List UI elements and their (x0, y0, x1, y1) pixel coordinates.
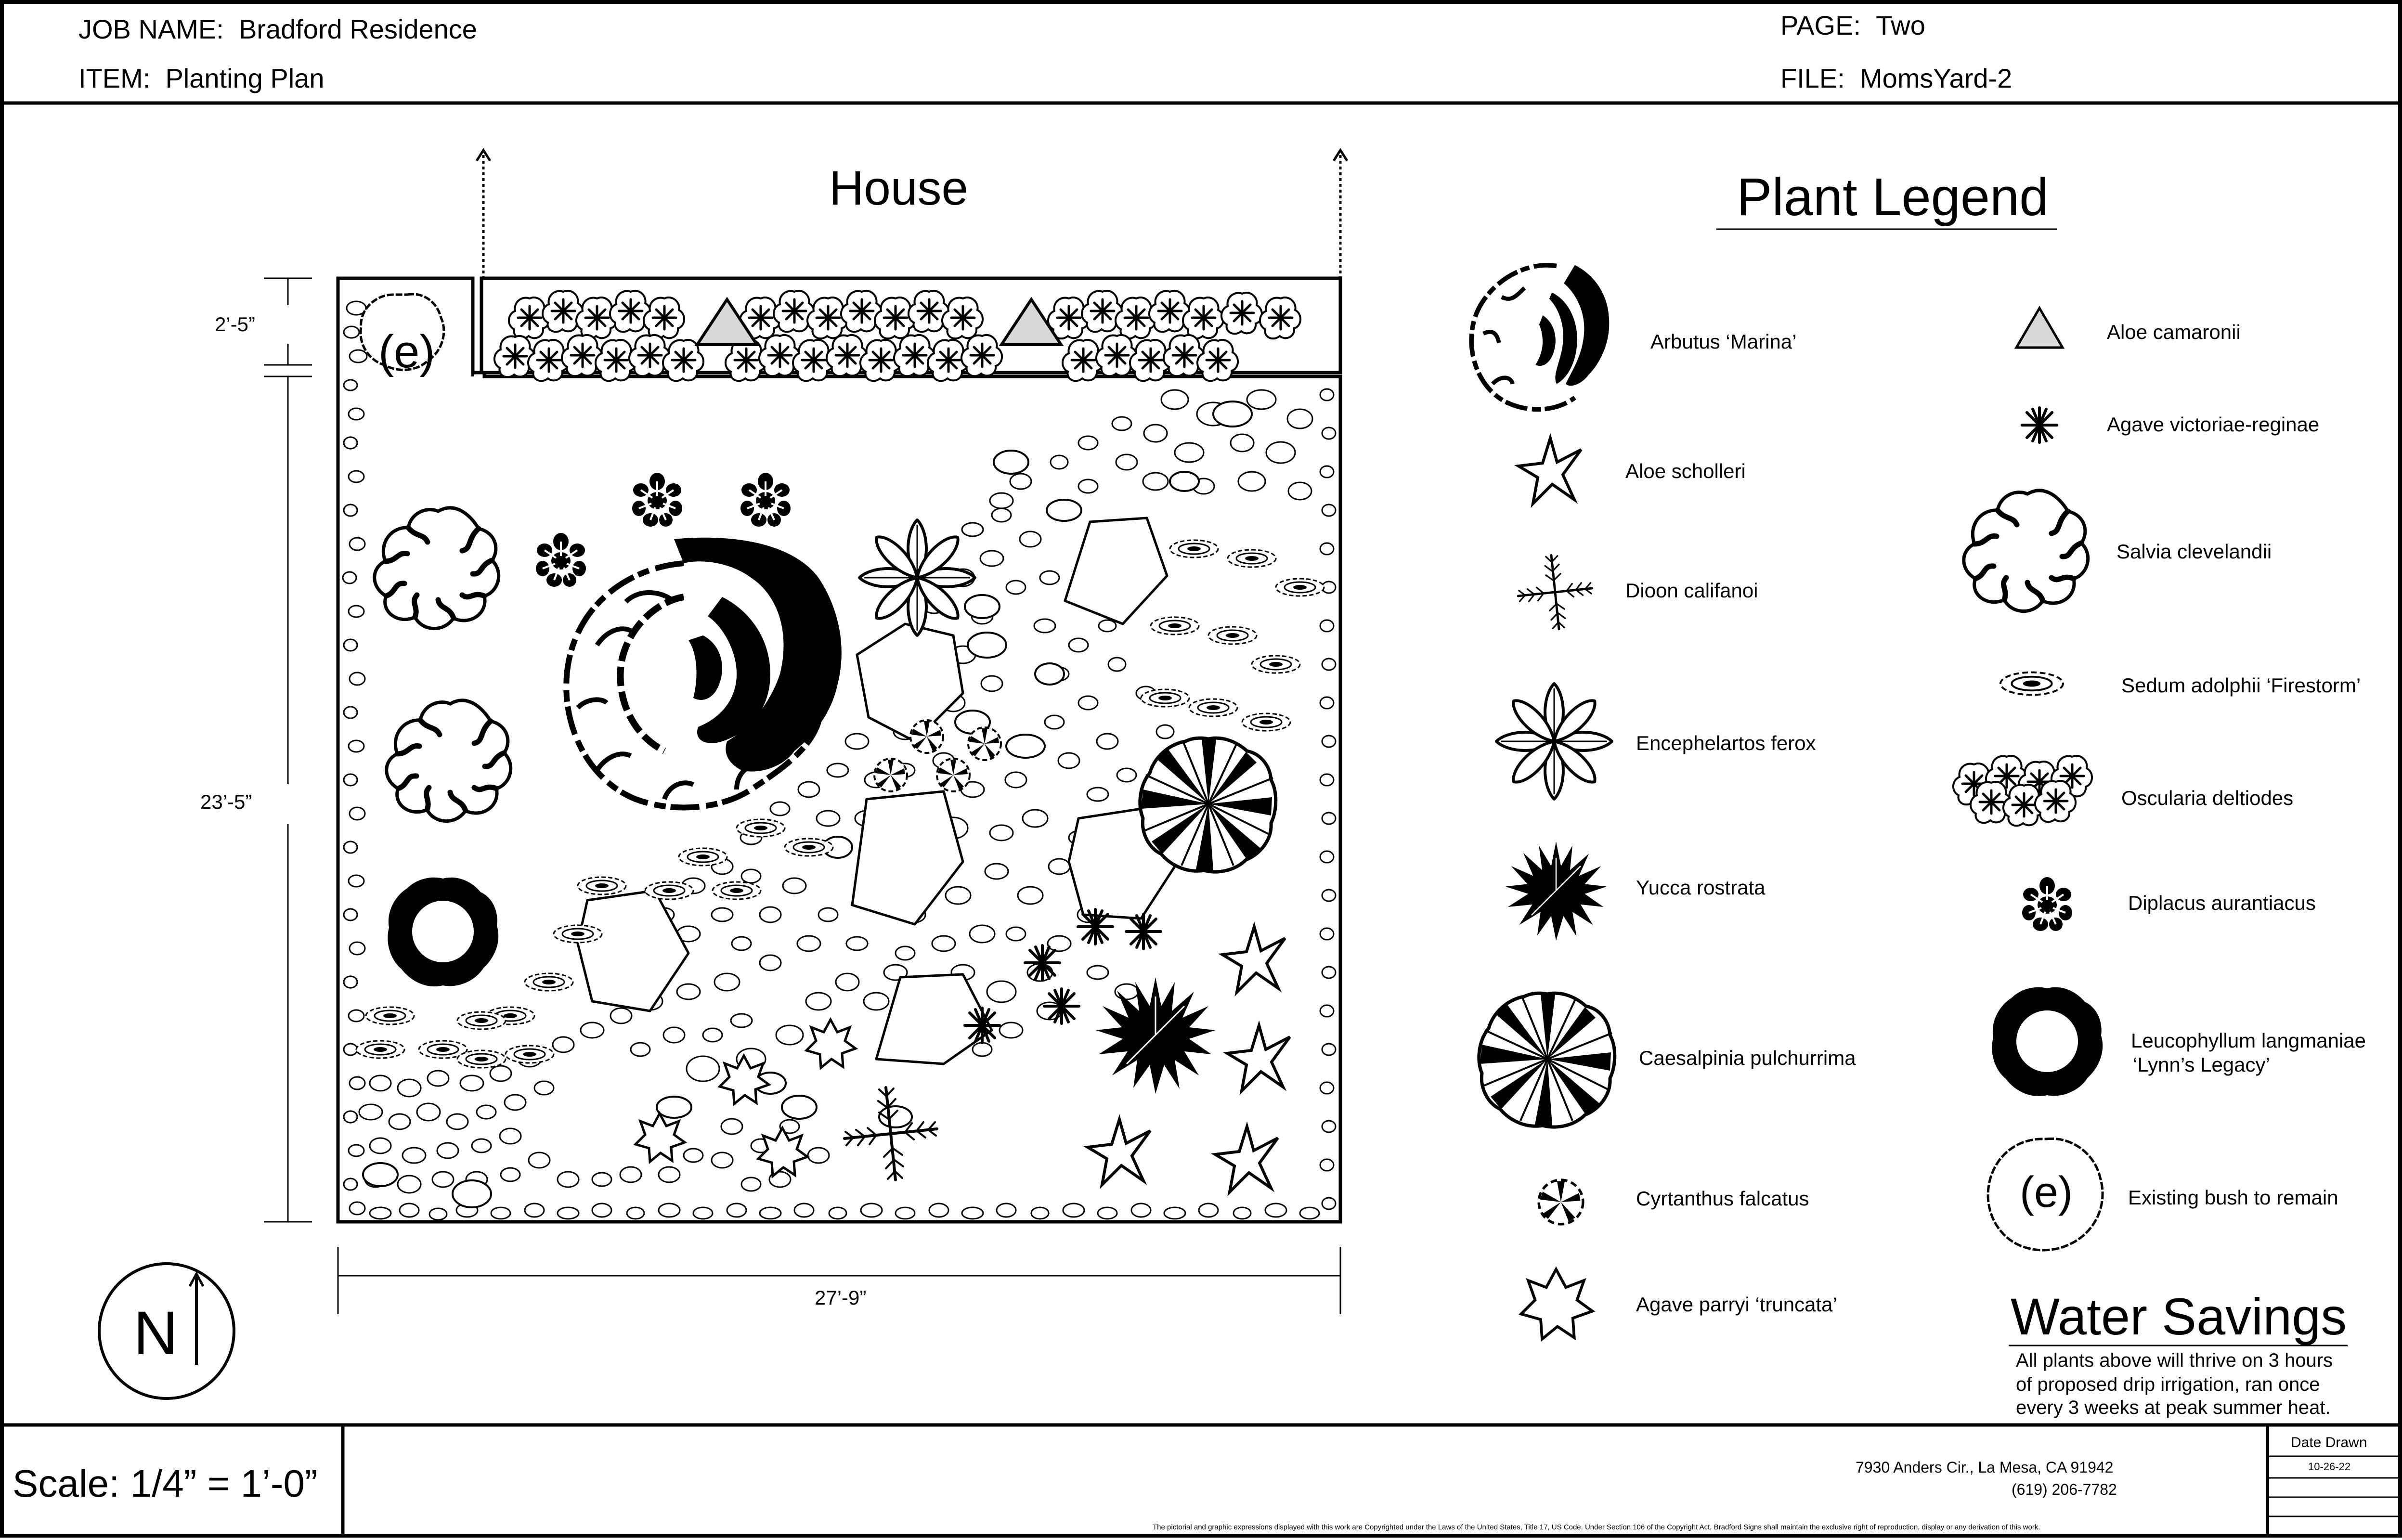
caesalpinia-icon (1479, 993, 1615, 1127)
dioon-icon (1518, 555, 1592, 629)
legend-label-yucca: Yucca rostrata (1636, 876, 1766, 899)
sedum-icon (2000, 673, 2063, 695)
north-letter: N (133, 1299, 178, 1368)
legend-title: Plant Legend (1737, 168, 2049, 227)
aloe-scholleri-icon (1519, 438, 1581, 504)
legend-label-caesalpinia: Caesalpinia pulchurrima (1639, 1047, 1856, 1069)
water-savings-title: Water Savings (2011, 1287, 2347, 1346)
legend-label-leucophyllum-cultivar: ‘Lynn’s Legacy’ (2133, 1053, 2270, 1076)
cyrtanthus-plan (937, 759, 970, 791)
cyrtanthus-icon (1539, 1180, 1583, 1224)
caesalpinia-plan (1140, 738, 1276, 872)
yucca-icon (1506, 841, 1607, 941)
job-value: Bradford Residence (238, 14, 477, 44)
job-label: JOB NAME: (78, 14, 224, 44)
legend-label-cyrtanthus: Cyrtanthus falcatus (1636, 1187, 1809, 1210)
legend-label-diplacus: Diplacus aurantiacus (2128, 892, 2316, 914)
diplacus-icon (2022, 877, 2072, 931)
page-number (1780, 10, 1925, 41)
water-savings-line-1: All plants above will thrive on 3 hours (2016, 1350, 2333, 1371)
copyright-notice: The pictorial and graphic expressions displayed with this work are Copyrighted under the Laws of the United States, Title 17, US Code. Under Section 106 of the Copyright Act, Bradford Signs shall maintain the exclusive right of reproduction, display or any derivation of this work. (1153, 1523, 2040, 1531)
file-name (1780, 63, 2012, 94)
dimension-bottom: 27’-9” (815, 1286, 867, 1309)
legend-label-leucophyllum: Leucophyllum langmaniae (2131, 1029, 2366, 1052)
cyrtanthus-plan (874, 759, 907, 791)
date-drawn-value: 10-26-22 (2308, 1461, 2351, 1473)
legend-label-dioon: Dioon califanoi (1625, 579, 1758, 602)
agave-victoriae-icon (2022, 408, 2057, 442)
house-label: House (829, 161, 969, 215)
encephalartos-plan (859, 520, 975, 635)
encephalartos-icon (1496, 684, 1612, 799)
cyrtanthus-plan (910, 720, 943, 753)
company-address: 7930 Anders Cir., La Mesa, CA 91942 (1856, 1459, 2114, 1476)
job-name-label (78, 13, 477, 45)
legend-label-sedum: Sedum adolphii ‘Firestorm’ (2121, 674, 2361, 697)
oscularia-icon (1953, 756, 2092, 826)
legend-label-aloe-scholleri: Aloe scholleri (1625, 460, 1746, 482)
legend-label-encephalartos: Encephelartos ferox (1636, 732, 1816, 754)
existing-marker: (e) (378, 326, 435, 377)
legend-existing-marker: (e) (2020, 1168, 2073, 1216)
file-label: FILE: (1780, 63, 1845, 93)
legend-label-agave-victoriae: Agave victoriae-reginae (2107, 413, 2320, 436)
agave-parryi-icon (1521, 1269, 1593, 1339)
legend-label-oscularia: Oscularia deltiodes (2121, 787, 2294, 809)
cyrtanthus-plan (968, 727, 1001, 760)
water-savings-line-3: every 3 weeks at peak summer heat. (2016, 1397, 2331, 1418)
leucophyllum-plan (388, 878, 498, 986)
page-label: PAGE: (1780, 10, 1861, 40)
legend-label-agave-parryi: Agave parryi ‘truncata’ (1636, 1293, 1837, 1316)
date-drawn-label: Date Drawn (2291, 1435, 2367, 1450)
legend-label-existing-bush: Existing bush to remain (2128, 1186, 2338, 1209)
legend-label-aloe-camaronii: Aloe camaronii (2107, 321, 2241, 343)
dimension-side: 23’-5” (200, 790, 252, 813)
scale-label: Scale: 1/4” = 1’-0” (13, 1462, 318, 1505)
water-savings-line-2: of proposed drip irrigation, ran once (2016, 1374, 2320, 1395)
legend-label-salvia: Salvia clevelandii (2116, 540, 2272, 563)
aloe-camaronii-icon (2016, 308, 2063, 348)
arbutus-icon (1471, 265, 1609, 410)
salvia-icon (1964, 491, 2088, 611)
page-value: Two (1876, 10, 1925, 40)
leucophyllum-icon (1992, 987, 2103, 1096)
item-value: Planting Plan (165, 63, 325, 93)
dimension-top: 2’-5” (215, 313, 256, 336)
item-label-text: ITEM: (78, 63, 151, 93)
legend-label-arbutus: Arbutus ‘Marina’ (1650, 330, 1797, 353)
file-value: MomsYard-2 (1859, 63, 2012, 93)
company-phone: (619) 206-7782 (2012, 1481, 2117, 1498)
item-label (78, 63, 324, 94)
